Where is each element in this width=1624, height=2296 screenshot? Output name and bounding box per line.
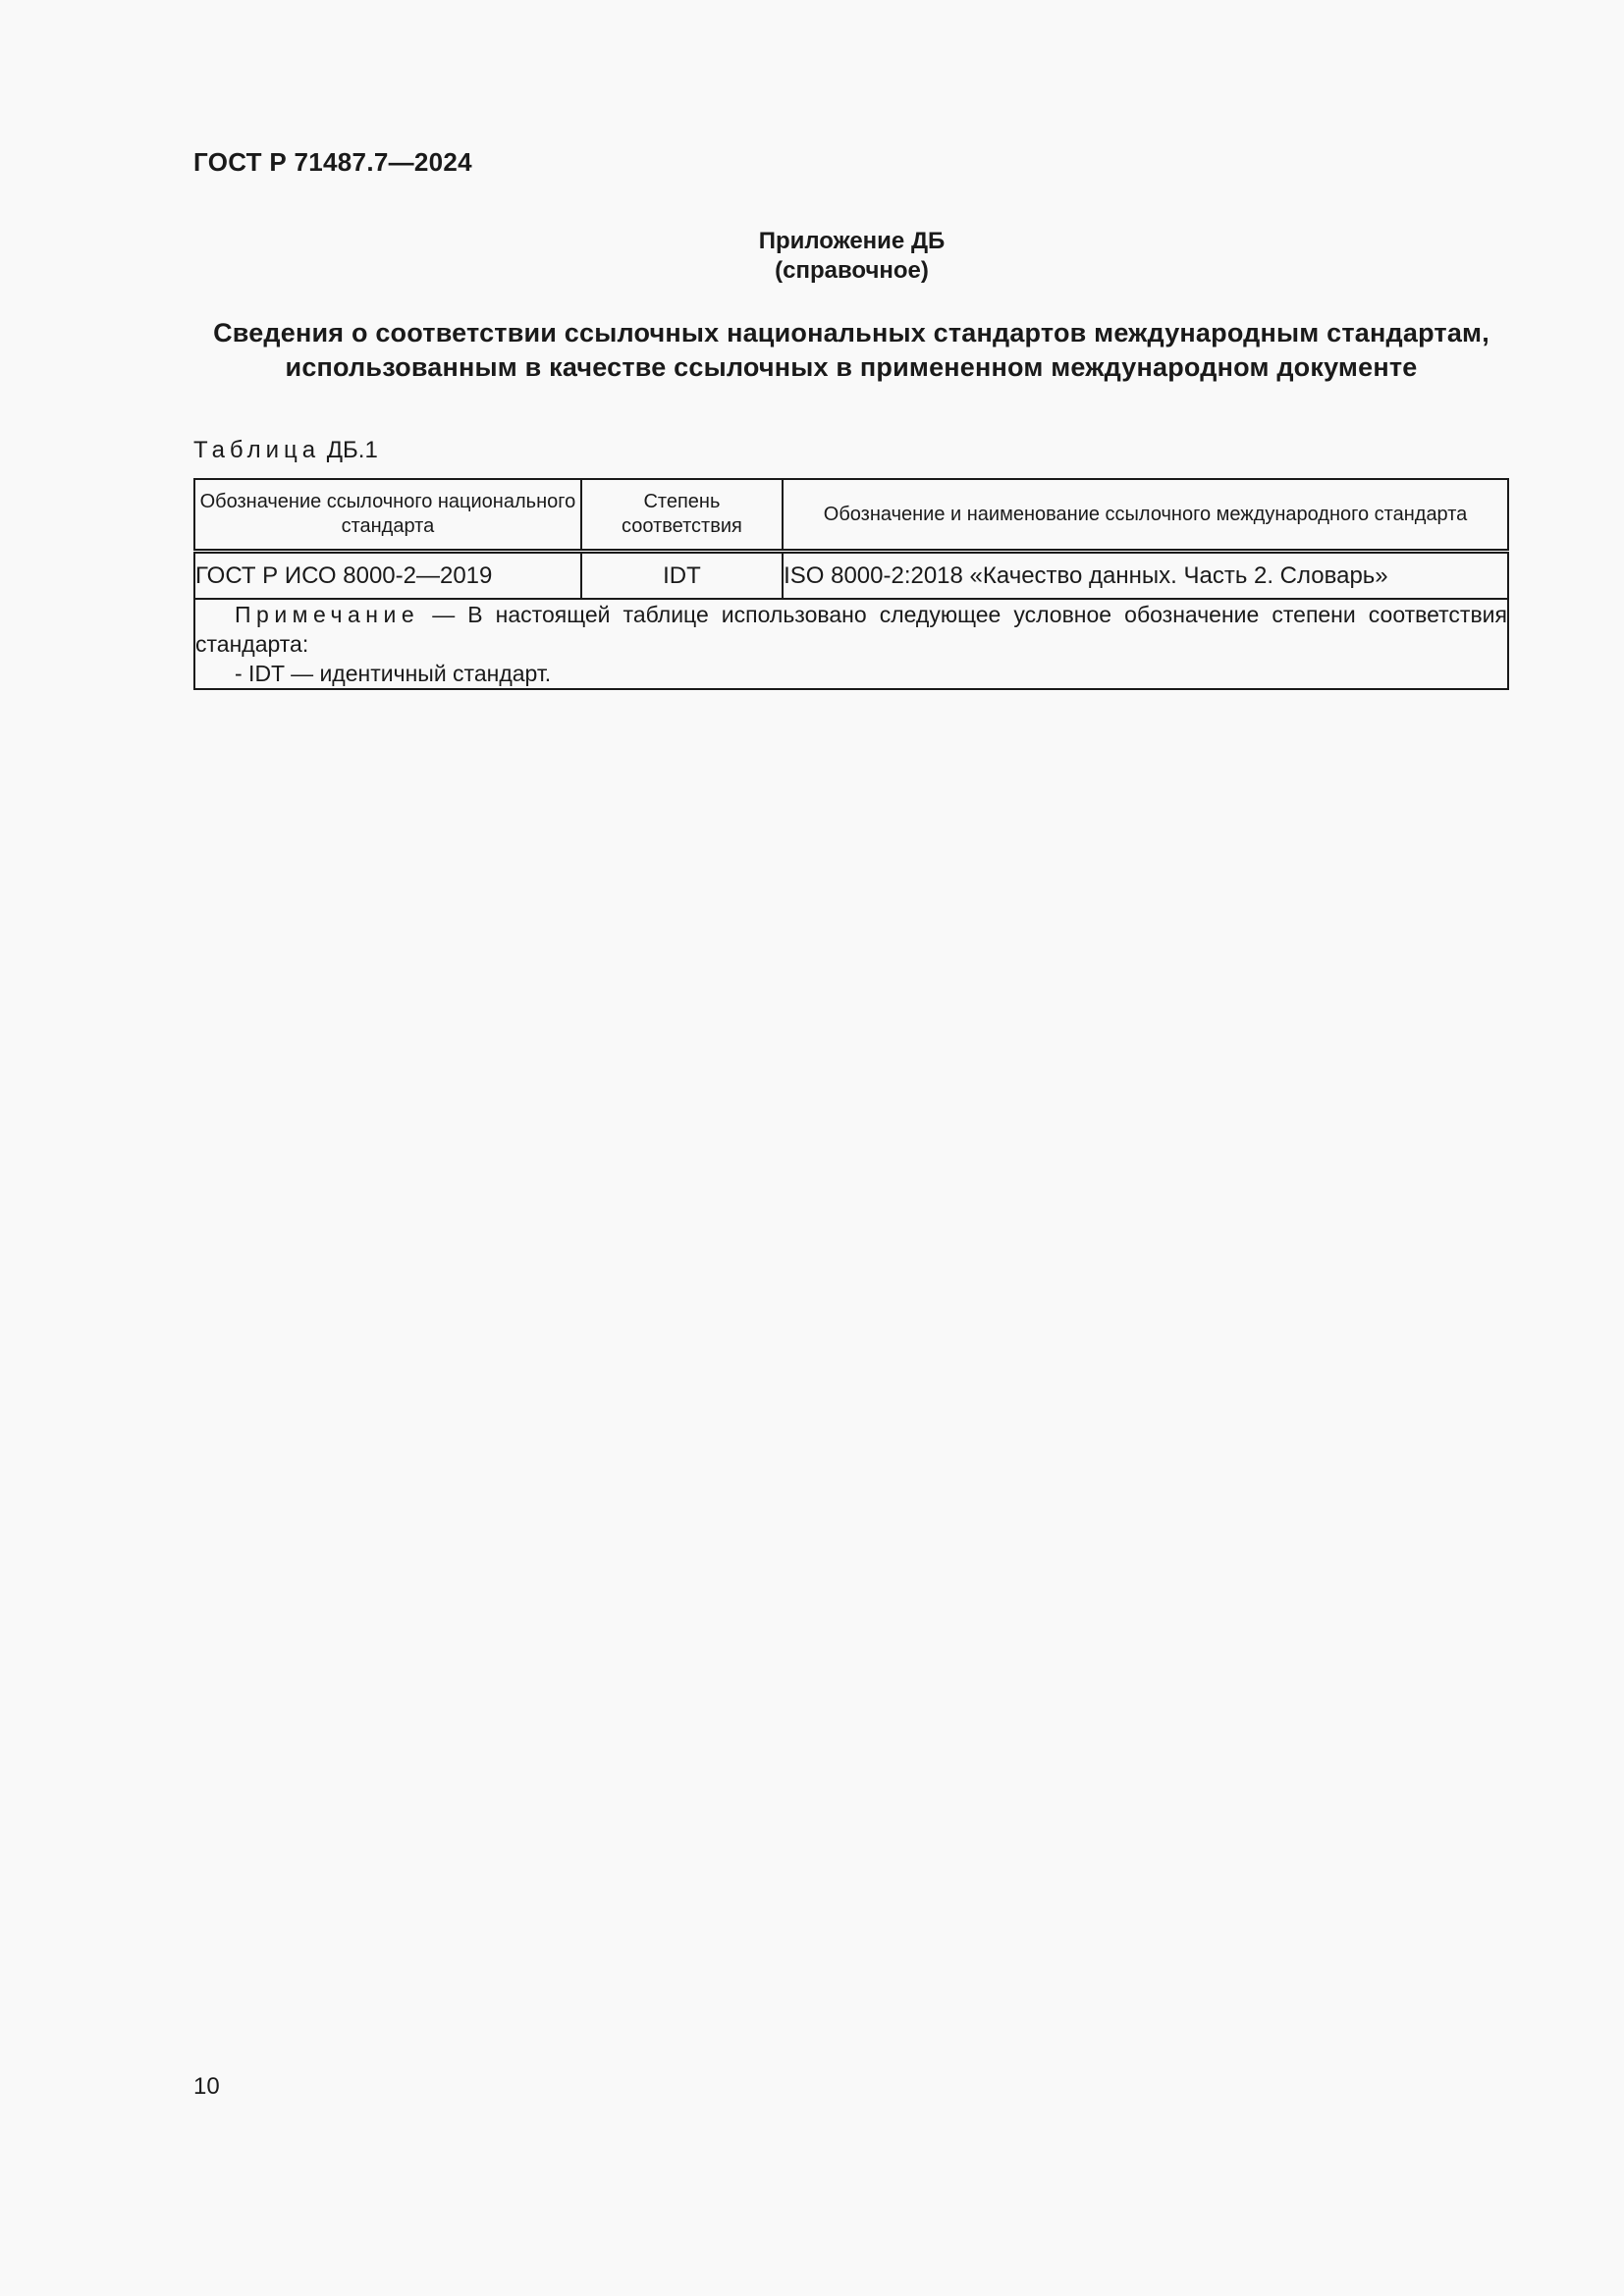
cell-national-standard: ГОСТ Р ИСО 8000-2—2019 [194, 552, 581, 600]
note-label: Примечание [235, 602, 420, 627]
table-row [194, 552, 1508, 600]
cell-international-standard: ISO 8000-2:2018 «Качество данных. Часть 2. Словарь» [783, 552, 1508, 600]
document-code: ГОСТ Р 71487.7—2024 [193, 147, 472, 177]
appendix-type: (справочное) [775, 257, 929, 284]
table-caption-number: ДБ.1 [326, 437, 378, 463]
page-number: 10 [193, 2073, 220, 2100]
table-header-row [194, 479, 1508, 552]
table-note-row [194, 599, 1508, 689]
header-degree: Степень соответствия [581, 479, 783, 552]
reference-standards-table [193, 478, 1509, 690]
note-text: — В настоящей таблице использовано следующее условное обозначение степени соответствия стандарта: [195, 602, 1507, 657]
header-national-standard: Обозначение ссылочного национального стандарта [194, 479, 581, 552]
table-note [194, 599, 1508, 689]
appendix-title: Приложение ДБ [758, 228, 946, 254]
note-item: - IDT — идентичный стандарт. [235, 661, 552, 686]
section-title-line-1: Сведения о соответствии ссылочных национальных стандартов международным стандартам, [213, 318, 1489, 347]
appendix-heading [0, 227, 1624, 286]
section-title [193, 316, 1509, 385]
table-caption [193, 437, 378, 464]
cell-degree: IDT [581, 552, 783, 600]
section-title-line-2: использованным в качестве ссылочных в примененном международном документе [285, 352, 1418, 382]
table-caption-label: Таблица [193, 437, 321, 463]
header-international-standard: Обозначение и наименование ссылочного международного стандарта [783, 479, 1508, 552]
